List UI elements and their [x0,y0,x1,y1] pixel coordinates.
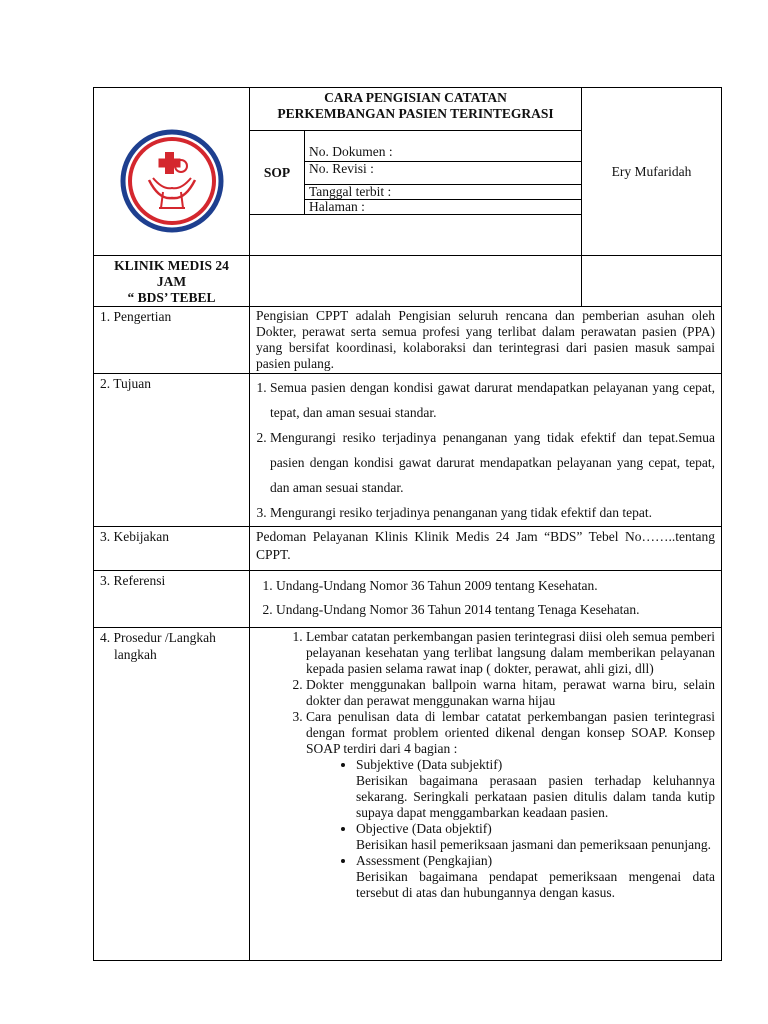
list-item [306,709,715,901]
prosedur-label-line2: langkah [114,647,157,662]
soap-title: Assessment (Pengkajian) [356,853,493,868]
tujuan-content [250,374,722,527]
klinik-line2: JAM [156,274,187,289]
pengertian-text: Pengisian CPPT adalah Pengisian seluruh rencana dan pemberian asuhan oleh Dokter, perawat serta semua profesi yang terlibat dalam perawatan pasien (PPA) yang bersifat koordinasi, kolaboraksi dan terintegrasi dari pasien masuk sampai pasien pulang. [250,307,722,374]
klinik-line1: KLINIK MEDIS 24 [114,258,229,273]
soap-item [356,853,715,901]
halaman-field: Halaman : [305,200,582,215]
no-dokumen-field: No. Dokumen : [305,131,582,162]
tujuan-label: 2. Tujuan [94,374,250,527]
list-item: 2. Mengurangi resiko terjadinya penanganan yang tidak efektif dan tepat.Semua pasien dengan kondisi gawat darurat mendapatkan pelayanan yang cepat, tepat, dan aman sesuai standar. [270,425,715,500]
clinic-logo [119,128,225,234]
soap-desc: Berisikan bagaimana pendapat pemeriksaan mengenai data tersebut di atas dan hubungannya dengan kasus. [356,869,716,900]
soap-title: Subjektive (Data subjektif) [356,757,503,772]
sop-table [93,87,722,961]
blank-cell [250,215,582,256]
soap-desc: Berisikan bagaimana perasaan pasien terhadap keluhannya sekarang. Seringkali perkataan pasien ditulis dalam tanda kutip supaya dapat menggambarkan keadaan pasien. [356,773,716,820]
soap-list [306,757,715,901]
kebijakan-text: Pedoman Pelayanan Klinis Klinik Medis 24 Jam “BDS” Tebel No……..tentang CPPT. [250,527,722,571]
sop-document [93,87,721,961]
list-item: 2. Undang-Undang Nomor 36 Tahun 2014 tentang Tenaga Kesehatan. [276,602,715,618]
no-revisi-field: No. Revisi : [305,162,582,185]
list-item: 3. Mengurangi resiko terjadinya penanganan yang tidak efektif dan tepat. [270,500,715,525]
list-item: 1. Semua pasien dengan kondisi gawat darurat mendapatkan pelayanan yang cepat, tepat, dan aman sesuai standar. [270,375,715,425]
soap-desc: Berisikan hasil pemeriksaan jasmani dan pemeriksaan penunjang. [356,837,712,852]
list-item: 1. Lembar catatan perkembangan pasien terintegrasi diisi oleh semua pemberi pelayanan kesehatan yang terlibat langsung dalam memberikan pelayanan kepada pasien selama rawat inap ( dokter, perawat, ahli gizi, dll) [306,629,715,677]
list-item: 1. Undang-Undang Nomor 36 Tahun 2009 tentang Kesehatan. [276,578,715,594]
prosedur-label [94,628,250,961]
klinik-spacer-right [582,256,722,307]
kebijakan-label: 3. Kebijakan [94,527,250,571]
list-item: 2. Dokter menggunakan ballpoin warna hitam, perawat warna biru, selain dokter dan perawat menggunakan warna hijau [306,677,715,709]
tanggal-terbit-field: Tanggal terbit : [305,185,582,200]
referensi-list [256,578,715,618]
klinik-line3: “ BDS’ TEBEL [127,290,216,305]
title-line2: PERKEMBANGAN PASIEN TERINTEGRASI [277,106,554,121]
prosedur-label-line1: 4. Prosedur /Langkah [100,630,216,645]
tujuan-list [250,375,715,525]
sop-label: SOP [250,131,305,215]
title-line1: CARA PENGISIAN CATATAN [324,90,507,105]
prosedur-content [250,628,722,961]
soap-title: Objective (Data objektif) [356,821,492,836]
klinik-spacer [250,256,582,307]
prosedur-list [256,629,715,901]
referensi-content [250,571,722,628]
referensi-label: 3. Referensi [94,571,250,628]
document-title [250,88,582,131]
soap-item [356,757,715,821]
prosedur-item-3-text: Cara penulisan data di lembar catatat perkembangan pasien terintegrasi dengan format problem oriented dikenal dengan konsep SOAP. Konsep SOAP terdiri dari 4 bagian : [306,709,716,756]
soap-item [356,821,715,853]
logo-cell [94,88,250,256]
klinik-name [94,256,250,307]
author-cell: Ery Mufaridah [582,88,722,256]
pengertian-label: 1. Pengertian [94,307,250,374]
